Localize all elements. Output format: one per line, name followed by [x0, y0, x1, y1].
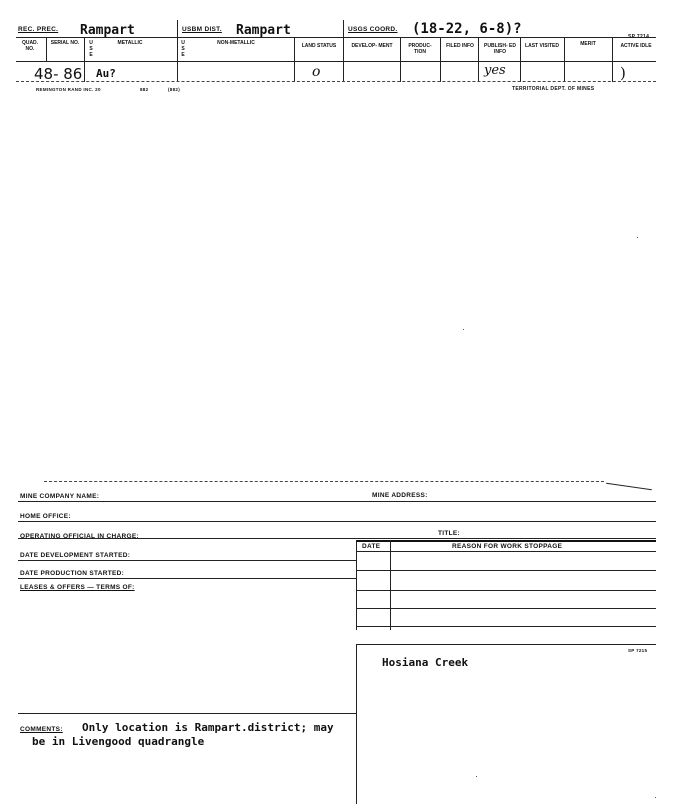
stoppage-top-rule	[356, 540, 656, 542]
col-filed-info: FILED INFO	[446, 43, 474, 49]
back-top-dashed	[44, 481, 604, 482]
reason-label: REASON FOR WORK STOPPAGE	[452, 543, 563, 550]
official-rule	[18, 538, 656, 539]
record-bottom-rule	[16, 81, 656, 82]
mine-company-label: MINE COMPANY NAME:	[20, 493, 100, 500]
header-divider-2	[343, 20, 344, 39]
card-back	[0, 470, 678, 810]
location-top-rule	[356, 644, 656, 645]
col-active-idle: ACTIVE IDLE	[620, 43, 652, 49]
col-production: PRODUC- TION	[408, 43, 432, 55]
scan-speck	[637, 237, 638, 238]
location-text: Hosiana Creek	[382, 656, 469, 669]
vdiv-active	[612, 38, 613, 82]
usbm-dist-label: USBM DIST.	[182, 26, 222, 33]
column-rule	[16, 61, 656, 62]
record-land-status: o	[312, 64, 321, 80]
mine-company-rule	[18, 501, 656, 502]
stoppage-date-divider	[390, 540, 391, 630]
usbm-dist-value: Rampart	[236, 23, 291, 38]
col-last-visited: LAST VISITED	[525, 43, 559, 49]
col-land-status: LAND STATUS	[301, 43, 337, 49]
date-col-label: DATE	[362, 543, 381, 550]
usgs-coord-label: USGS COORD.	[348, 26, 398, 33]
printer-imprint: REMINGTON RAND INC. 20	[36, 87, 101, 92]
form-number-back: SP 7215	[628, 648, 648, 653]
stoppage-header-rule	[356, 551, 656, 552]
record-quad-serial: 48- 86	[34, 65, 83, 83]
printer-code-2: (882)	[168, 87, 181, 92]
date-production-label: DATE PRODUCTION STARTED:	[20, 570, 125, 577]
mine-address-label: MINE ADDRESS:	[372, 492, 428, 499]
col-quad-no: QUAD. NO.	[21, 40, 39, 52]
stoppage-row-2	[356, 590, 656, 591]
printer-code-1: 882	[140, 87, 149, 92]
col-merit: MERIT	[580, 41, 596, 47]
form-number-front: SP 7214	[628, 34, 650, 40]
comments-label: COMMENTS:	[20, 726, 63, 733]
comments-line-2: be in Livengood quadrangle	[32, 735, 205, 748]
header-rule	[16, 37, 656, 38]
vdiv-pub	[478, 38, 479, 82]
vdiv-dev	[343, 38, 344, 82]
vdiv-use2	[177, 38, 178, 82]
record-published-info: yes	[484, 63, 506, 78]
col-published-info: PUBLISH- ED INFO	[484, 43, 516, 55]
card-front	[0, 0, 678, 100]
date-production-rule	[18, 578, 356, 579]
header-divider-1	[177, 20, 178, 39]
usgs-coord-value: (18-22, 6-8)?	[412, 21, 522, 37]
col-metallic: METALLIC	[117, 40, 143, 46]
date-development-label: DATE DEVELOPMENT STARTED:	[20, 552, 131, 559]
leases-label: LEASES & OFFERS — TERMS OF:	[20, 584, 135, 591]
vdiv-use1	[84, 38, 85, 82]
department-imprint: TERRITORIAL DEPT. OF MINES	[512, 86, 595, 92]
stoppage-row-3	[356, 608, 656, 609]
stoppage-row-4	[356, 626, 656, 627]
location-left-border	[356, 644, 357, 804]
rec-prec-label: REC. PREC.	[18, 26, 59, 33]
vdiv-land	[294, 38, 295, 82]
col-development: DEVELOP- MENT	[351, 43, 393, 49]
home-office-rule	[18, 521, 656, 522]
home-office-label: HOME OFFICE:	[20, 513, 71, 520]
back-corner-mark	[606, 483, 652, 490]
col-serial-no: SERIAL NO.	[50, 40, 80, 46]
vdiv-prod	[400, 38, 401, 82]
date-development-rule	[18, 560, 356, 561]
stoppage-row-1	[356, 570, 656, 571]
comments-top-rule	[18, 713, 356, 714]
vdiv-merit	[564, 38, 565, 82]
title-label: TITLE:	[438, 530, 461, 537]
stoppage-left-border	[356, 540, 357, 630]
vdiv-filed	[440, 38, 441, 82]
vdiv-quad-serial	[46, 38, 47, 62]
col-use-2: U S E	[181, 40, 185, 58]
comments-line-1: Only location is Rampart.district; may	[82, 721, 334, 734]
operating-official-label: OPERATING OFFICIAL IN CHARGE:	[20, 533, 139, 540]
col-non-metallic: NON-METALLIC	[217, 40, 255, 46]
rec-prec-value: Rampart	[80, 23, 135, 38]
col-use-1: U S E	[89, 40, 93, 58]
vdiv-last	[520, 38, 521, 82]
scan-speck	[463, 329, 464, 330]
record-metallic: Au?	[96, 67, 116, 80]
record-active-idle: )	[620, 64, 626, 82]
